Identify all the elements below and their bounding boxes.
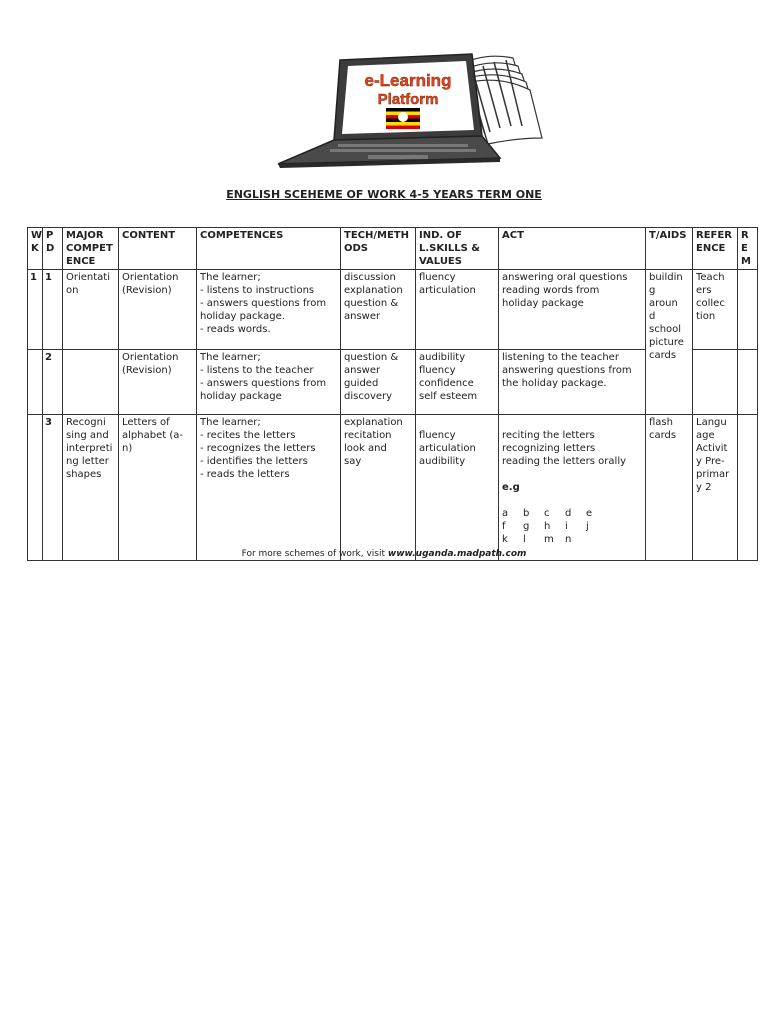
cell-reference [693,350,738,415]
letter-item: h [544,521,551,532]
letters-list [502,507,642,546]
cell-ind: fluency articulation [416,270,499,350]
cell-rem [738,415,758,561]
table-row [28,415,758,561]
cell-tech: explanation recitation look and say [341,415,416,561]
cell-competences: The learner; - listens to the teacher - answers questions from holiday package [197,350,341,415]
letter-item: b [523,508,530,519]
header-competences: COMPETENCES [197,228,341,270]
cell-content: Orientation (Revision) [119,270,197,350]
cell-rem [738,350,758,415]
cell-act: answering oral questions reading words from holiday package [499,270,646,350]
letter-item: d [565,508,572,519]
footer [0,549,768,559]
header-major-competence: MAJOR COMPET ENCE [63,228,119,270]
header-rem: R E M [738,228,758,270]
cell-content: Letters of alphabet (a- n) [119,415,197,561]
uganda-flag-icon [386,108,420,129]
letter-item: k [502,534,508,545]
header-reference: REFER ENCE [693,228,738,270]
cell-rem [738,270,758,350]
letter-item: g [523,521,530,532]
cell-ind: audibility fluency confidence self esteem [416,350,499,415]
scheme-of-work-table [27,227,758,561]
cell-taids: flash cards [646,415,693,561]
cell-pd: 1 [43,270,63,350]
letter-item: l [523,534,526,545]
cell-competences: The learner; - listens to instructions - answers questions from holiday package. - reads words. [197,270,341,350]
table-row [28,270,758,350]
cell-competences: The learner; - recites the letters - recognizes the letters - identifies the letters - reads the letters [197,415,341,561]
cell-reference: Teach ers collec tion [693,270,738,350]
header-act: ACT [499,228,646,270]
letter-item: j [586,521,589,532]
footer-text: For more schemes of work, visit [241,549,388,559]
logo-line2: Platform [377,91,439,108]
footer-link[interactable]: www.uganda.madpath.com [387,549,527,559]
letter-item: a [502,508,509,519]
e-learning-platform-logo [268,44,548,170]
cell-major: Orientati on [63,270,119,350]
header-content: CONTENT [119,228,197,270]
cell-wk [28,415,43,561]
cell-act: listening to the teacher answering questions from the holiday package. [499,350,646,415]
cell-wk [28,350,43,415]
header-wk: W K [28,228,43,270]
document-title: ENGLISH SCEHEME OF WORK 4-5 YEARS TERM ONE [226,188,542,201]
cell-act [499,415,646,561]
header-tech-methods: TECH/METH ODS [341,228,416,270]
header-ind-lskills-values: IND. OF L.SKILLS & VALUES [416,228,499,270]
cell-pd: 3 [43,415,63,561]
logo-line1: e-Learning [364,71,452,90]
letter-item: i [565,521,568,532]
cell-reference: Langu age Activit y Pre- primar y 2 [693,415,738,561]
letter-item: n [565,534,572,545]
letter-item: e [586,508,593,519]
cell-tech: discussion explanation question & answer [341,270,416,350]
header-pd: P D [43,228,63,270]
letter-item: c [544,508,550,519]
act-text: reciting the letters recognizing letters reading the letters orally [502,430,627,467]
cell-ind: fluency articulation audibility [416,415,499,561]
act-example-label: e.g [502,482,520,493]
cell-tech: question & answer guided discovery [341,350,416,415]
cell-taids: buildin g aroun d school picture cards [646,270,693,415]
cell-content: Orientation (Revision) [119,350,197,415]
cell-major [63,350,119,415]
cell-wk: 1 [28,270,43,350]
header-taids: T/AIDS [646,228,693,270]
cell-pd: 2 [43,350,63,415]
cell-major: Recogni sing and interpreti ng letter shapes [63,415,119,561]
letter-item: f [502,521,506,532]
table-header-row [28,228,758,270]
letter-item: m [544,534,554,545]
